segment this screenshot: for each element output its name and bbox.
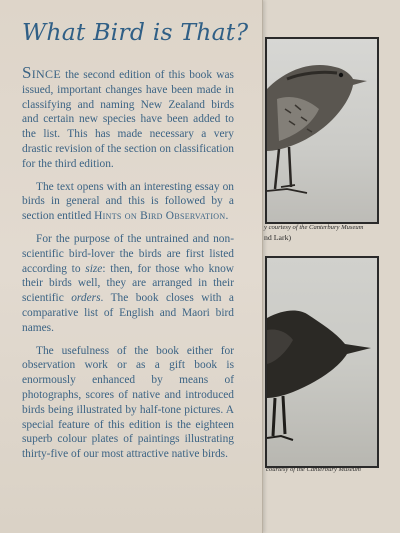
photo-caption-bottom: courtesy of the Canterbury Museum: [266, 466, 361, 473]
emphasis-size: size: [85, 262, 103, 275]
paragraph-1-text: the second edition of this book was issued, important changes have been made in classifying and naming New Zealand birds and certain new species have been added to the list. This has made necessary a very drastic revision of the section on classification for the third edition.: [22, 69, 234, 170]
paragraph-2-text: The text opens with an interesting essay on birds in general and this is followed by a section entitled: [22, 180, 234, 223]
photo-subcaption-top: nd Lark): [264, 233, 292, 242]
photo-caption-top: y courtesy of the Canterbury Museum: [264, 224, 364, 231]
paragraph-1: [22, 63, 234, 172]
bird-photo-bottom: [265, 256, 379, 468]
paragraph-3-text: For the purpose of the untrained and non-scientific bird-lover the birds are first listed according to: [22, 232, 234, 275]
paragraph-3-middle: : then, for those who know their birds well, they are arranged in their scientific: [22, 262, 234, 305]
paragraph-4-text: The usefulness of the book either for observation work or as a gift book is enormously enhanced by means of photographs, scores of native and introduced birds being illustrated by half-tone pictures. A special feature of this edition is the eighteen superb colour plates of paintings illustrating thirty-five of our most attractive native birds.: [22, 344, 234, 461]
paragraph-2: [22, 180, 234, 224]
flap-title: What Bird is That?: [22, 18, 249, 46]
paragraph-4: [22, 344, 234, 462]
flap-body: [22, 63, 234, 470]
pipit-illustration: [267, 39, 377, 222]
section-name: Hints on Bird Observation: [94, 210, 226, 223]
bird-photo-top: [265, 37, 379, 224]
paragraph-3-end: . The book closes with a comparative list of English and Maori bird names.: [22, 292, 234, 334]
paragraph-2-end: .: [225, 210, 229, 223]
dropcap-word: Since: [22, 63, 61, 82]
paragraph-3: [22, 232, 234, 336]
bird-illustration: [267, 258, 377, 466]
emphasis-orders: orders: [71, 292, 101, 305]
